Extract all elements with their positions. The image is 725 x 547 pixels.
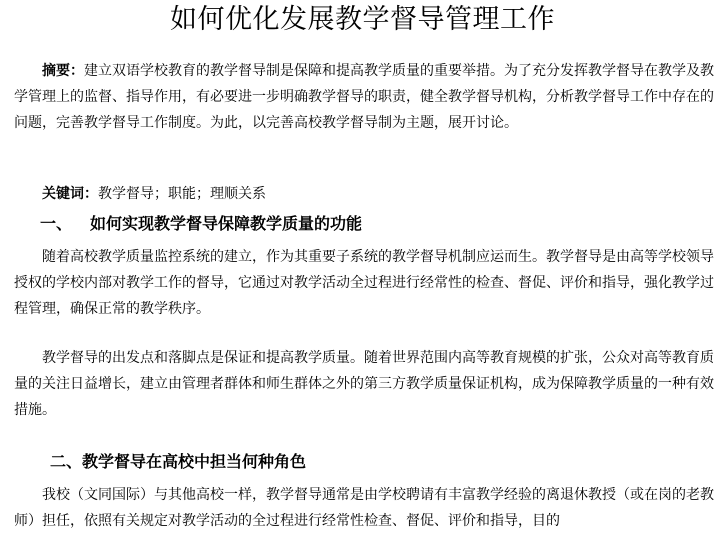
body-paragraph: 随着高校教学质量监控系统的建立，作为其重要子系统的教学督导机制应运而生。教学督导是由高等学校领导授权的学校内部对教学工作的督导，它通过对教学活动全过程进行经常性的检查、督促、评价和指导，强化教学过程管理，确保正常的教学秩序。 [14,249,714,317]
section-heading [50,449,306,475]
abstract-label-separator: ： [70,63,84,79]
document-title: 如何优化发展教学督导管理工作 [170,4,555,35]
section-heading [40,211,362,237]
section-heading-text: 教学督导在高校中担当何种角色 [82,452,307,471]
body-paragraph: 我校（文同国际）与其他高校一样，教学督导通常是由学校聘请有丰富教学经验的离退休教授（或在岗的老教师）担任，依照有关规定对教学活动的全过程进行经常性检查、督促、评价和指导，目的 [14,487,714,529]
section-number: 二、 [50,452,83,471]
body-paragraph: 教学督导的出发点和落脚点是保证和提高教学质量。随着世界范围内高等教育规模的扩张，公众对高等教育质量的关注日益增长，建立由管理者群体和师生群体之外的第三方教学质量保证机构，成为保障教学质量的一种有效措施。 [14,350,714,418]
abstract-paragraph [14,58,714,136]
keywords-label: 关键词 [42,186,84,202]
abstract-label: 摘要 [42,63,70,79]
keywords-text: 教学督导；职能；理顺关系 [98,186,266,202]
keywords-line [42,181,266,207]
keywords-label-separator: ： [84,186,98,202]
section-heading-text: 如何实现教学督导保障教学质量的功能 [90,214,363,233]
section-number: 一、 [40,214,73,233]
abstract-text: 建立双语学校教育的教学督导制是保障和提高教学质量的重要举措。为了充分发挥教学督导在教学及教学管理上的监督、指导作用，有必要进一步明确教学督导的职责，健全教学督导机构，分析教学督导工作中存在的问题，完善教学督导工作制度。为此，以完善高校教学督导制为主题，展开讨论。 [14,63,714,131]
